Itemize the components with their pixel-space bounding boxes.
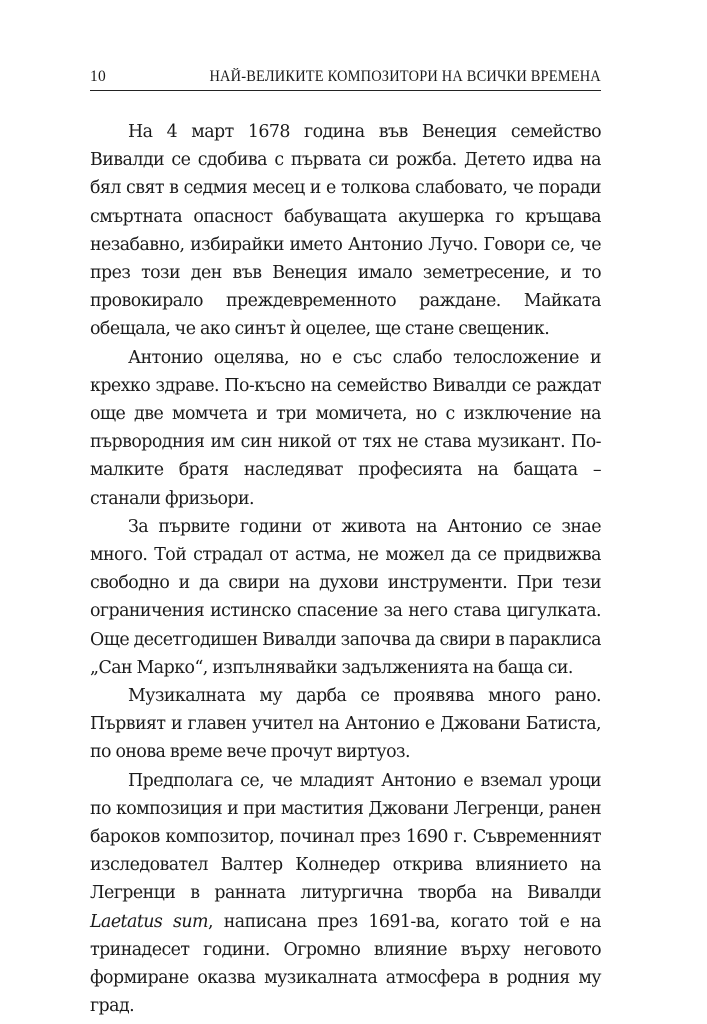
paragraph-4: Музикалната му дарба се проявява много рано. Първият и главен учител на Антонио е Джовани Батиста, по онова време вече прочут виртуоз. — [90, 686, 601, 763]
paragraph-5 — [90, 767, 601, 1021]
body-text — [90, 118, 601, 1021]
paragraph-2: Антонио оцелява, но е със слабо телосложение и крехко здраве. По-късно на семейство Вивалди се раждат още две момчета и три момичета, но с изключение на първородния им син никой от тях не става музикант. По-малките братя наследяват професията на бащата – станали фризьори. — [90, 347, 601, 509]
work-title: Laetatus sum — [90, 911, 208, 932]
paragraph-3: За първите години от живота на Антонио се знае много. Той страдал от астма, не можел да се придвижва свободно и да свири на духови инструменти. При тези ограничения истинско спасение за него става цигулката. Още десетгодишен Вивалди започва да свири в параклиса „Сан Марко“, изпълнявайки задълженията на баща си. — [90, 516, 601, 678]
running-header — [90, 66, 601, 91]
paragraph-5-start: Предполага се, че младият Антонио е вземал уроци по композиция и при мастития Джовани Легренци, ранен бароков композитор, починал през 1690 г. Съвременният изследовател Валтер Колнедер открива влиянието на Легренци в ранната литургична творба на Вивалди — [90, 770, 601, 904]
running-title: НАЙ-ВЕЛИКИТЕ КОМПОЗИТОРИ НА ВСИЧКИ ВРЕМЕНА — [209, 68, 601, 85]
paragraph-1: На 4 март 1678 година във Венеция семейство Вивалди се сдобива с първата си рожба. Детето идва на бял свят в седмия месец и е толкова слабовато, че поради смъртната опасност бабуващата акушерка го кръщава незабавно, избирайки името Антонио Лучо. Говори се, че през този ден във Венеция имало земетресение, и то провокирало преждевременното раждане. Майката обещала, че ако синът ѝ оцелее, ще стане свещеник. — [90, 122, 601, 340]
paragraph-5-end: , написана през 1691-ва, когато той е на тринадесет години. Огромно влияние върху неговото формиране оказва музикалната атмосфера в родния му град. — [90, 911, 601, 1017]
page-number: 10 — [90, 68, 106, 85]
